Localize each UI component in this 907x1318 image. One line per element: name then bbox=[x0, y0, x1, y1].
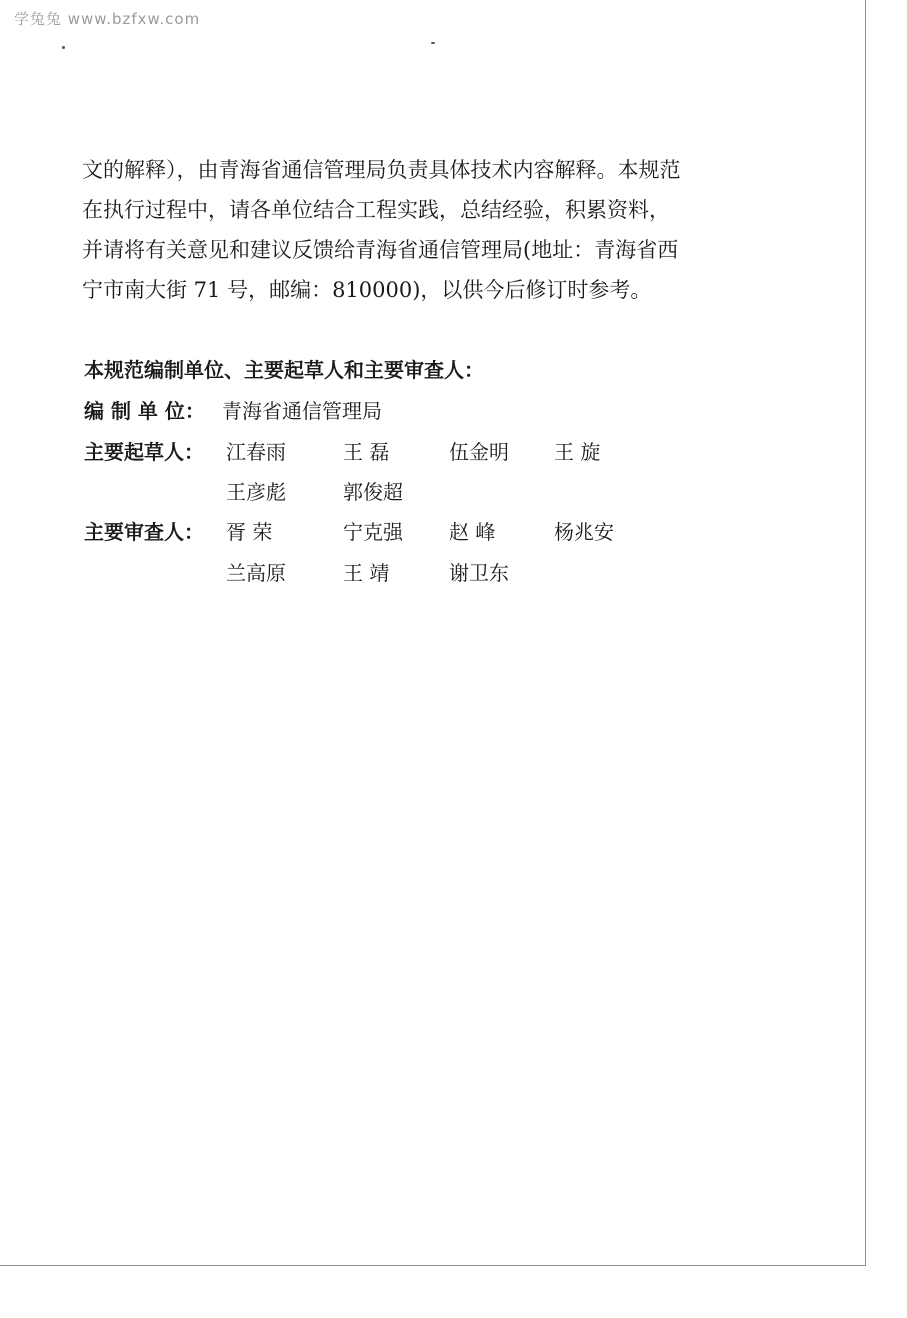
paragraph-line: 文的解释），由青海省通信管理局负责具体技术内容解释。本规范 bbox=[82, 158, 681, 182]
contributors-heading: 本规范编制单位、主要起草人和主要审查人： bbox=[84, 358, 484, 382]
site-watermark: 学兔兔 www.bzfxw.com bbox=[14, 10, 201, 28]
paragraph-line: 宁市南大街 71 号，邮编：810000)，以供今后修订时参考。 bbox=[82, 278, 652, 302]
reviewer-name: 胥 荣 bbox=[226, 520, 273, 544]
reviewer-name: 赵 峰 bbox=[449, 520, 496, 544]
reviewer-name: 杨兆安 bbox=[554, 520, 614, 544]
drafter-name: 王 旋 bbox=[554, 440, 601, 464]
reviewer-name: 宁克强 bbox=[343, 520, 403, 544]
reviewer-name: 王 靖 bbox=[343, 561, 390, 585]
drafter-name: 伍金明 bbox=[449, 440, 509, 464]
unit-value: 青海省通信管理局 bbox=[222, 399, 382, 423]
drafter-name: 王 磊 bbox=[343, 440, 390, 464]
unit-label: 编 制 单 位： bbox=[84, 399, 205, 423]
paragraph-line: 在执行过程中，请各单位结合工程实践，总结经验，积累资料， bbox=[82, 198, 670, 222]
drafter-name: 江春雨 bbox=[226, 440, 286, 464]
reviewer-name: 兰高原 bbox=[226, 561, 286, 585]
drafter-name: 郭俊超 bbox=[343, 480, 403, 504]
drafters-label: 主要起草人： bbox=[84, 440, 204, 464]
reviewers-label: 主要审查人： bbox=[84, 520, 204, 544]
explanation-paragraph bbox=[82, 150, 742, 310]
scan-speck bbox=[62, 46, 65, 49]
reviewer-name: 谢卫东 bbox=[449, 561, 509, 585]
paragraph-line: 并请将有关意见和建议反馈给青海省通信管理局(地址：青海省西 bbox=[82, 238, 679, 262]
drafter-name: 王彦彪 bbox=[226, 480, 286, 504]
scan-speck bbox=[431, 42, 435, 44]
